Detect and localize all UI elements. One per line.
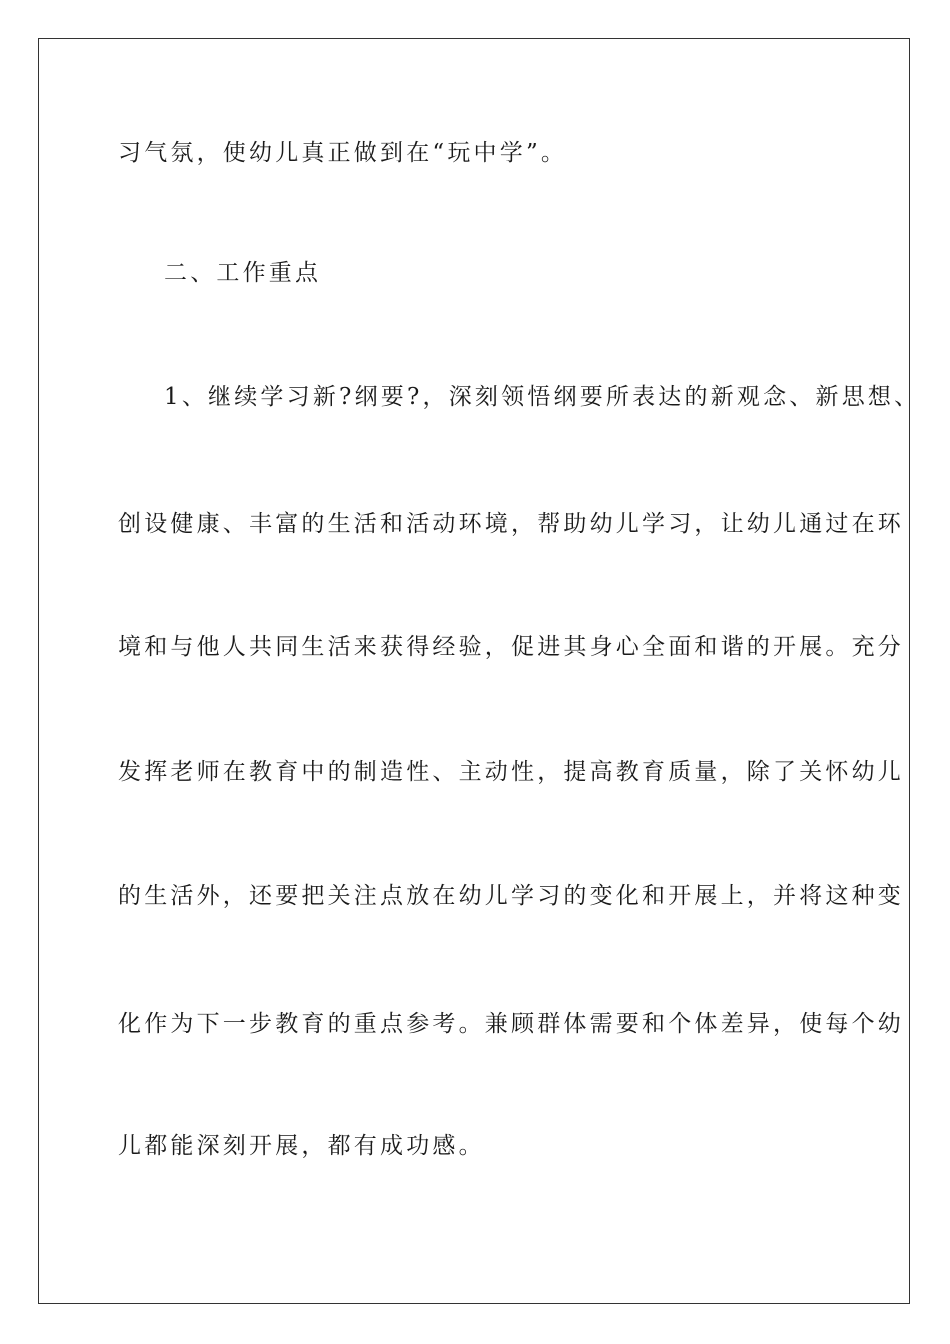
paragraph-line: 的生活外，还要把关注点放在幼儿学习的变化和开展上，并将这种变	[118, 883, 904, 909]
paragraph-line: 创设健康、丰富的生活和活动环境，帮助幼儿学习，让幼儿通过在环	[118, 511, 904, 537]
paragraph-line: 化作为下一步教育的重点参考。兼顾群体需要和个体差异，使每个幼	[118, 1011, 904, 1037]
paragraph-line: 习气氛，使幼儿真正做到在“玩中学”。	[118, 140, 568, 166]
paragraph-line: 1、继续学习新?纲要?，深刻领悟纲要所表达的新观念、新思想、	[164, 384, 921, 410]
section-heading: 二、工作重点	[164, 260, 322, 286]
page-border	[38, 38, 921, 1304]
paragraph-line: 境和与他人共同生活来获得经验，促进其身心全面和谐的开展。充分	[118, 634, 904, 660]
paragraph-line: 发挥老师在教育中的制造性、主动性，提高教育质量，除了关怀幼儿	[118, 759, 904, 785]
paragraph-line: 儿都能深刻开展，都有成功感。	[118, 1133, 485, 1159]
